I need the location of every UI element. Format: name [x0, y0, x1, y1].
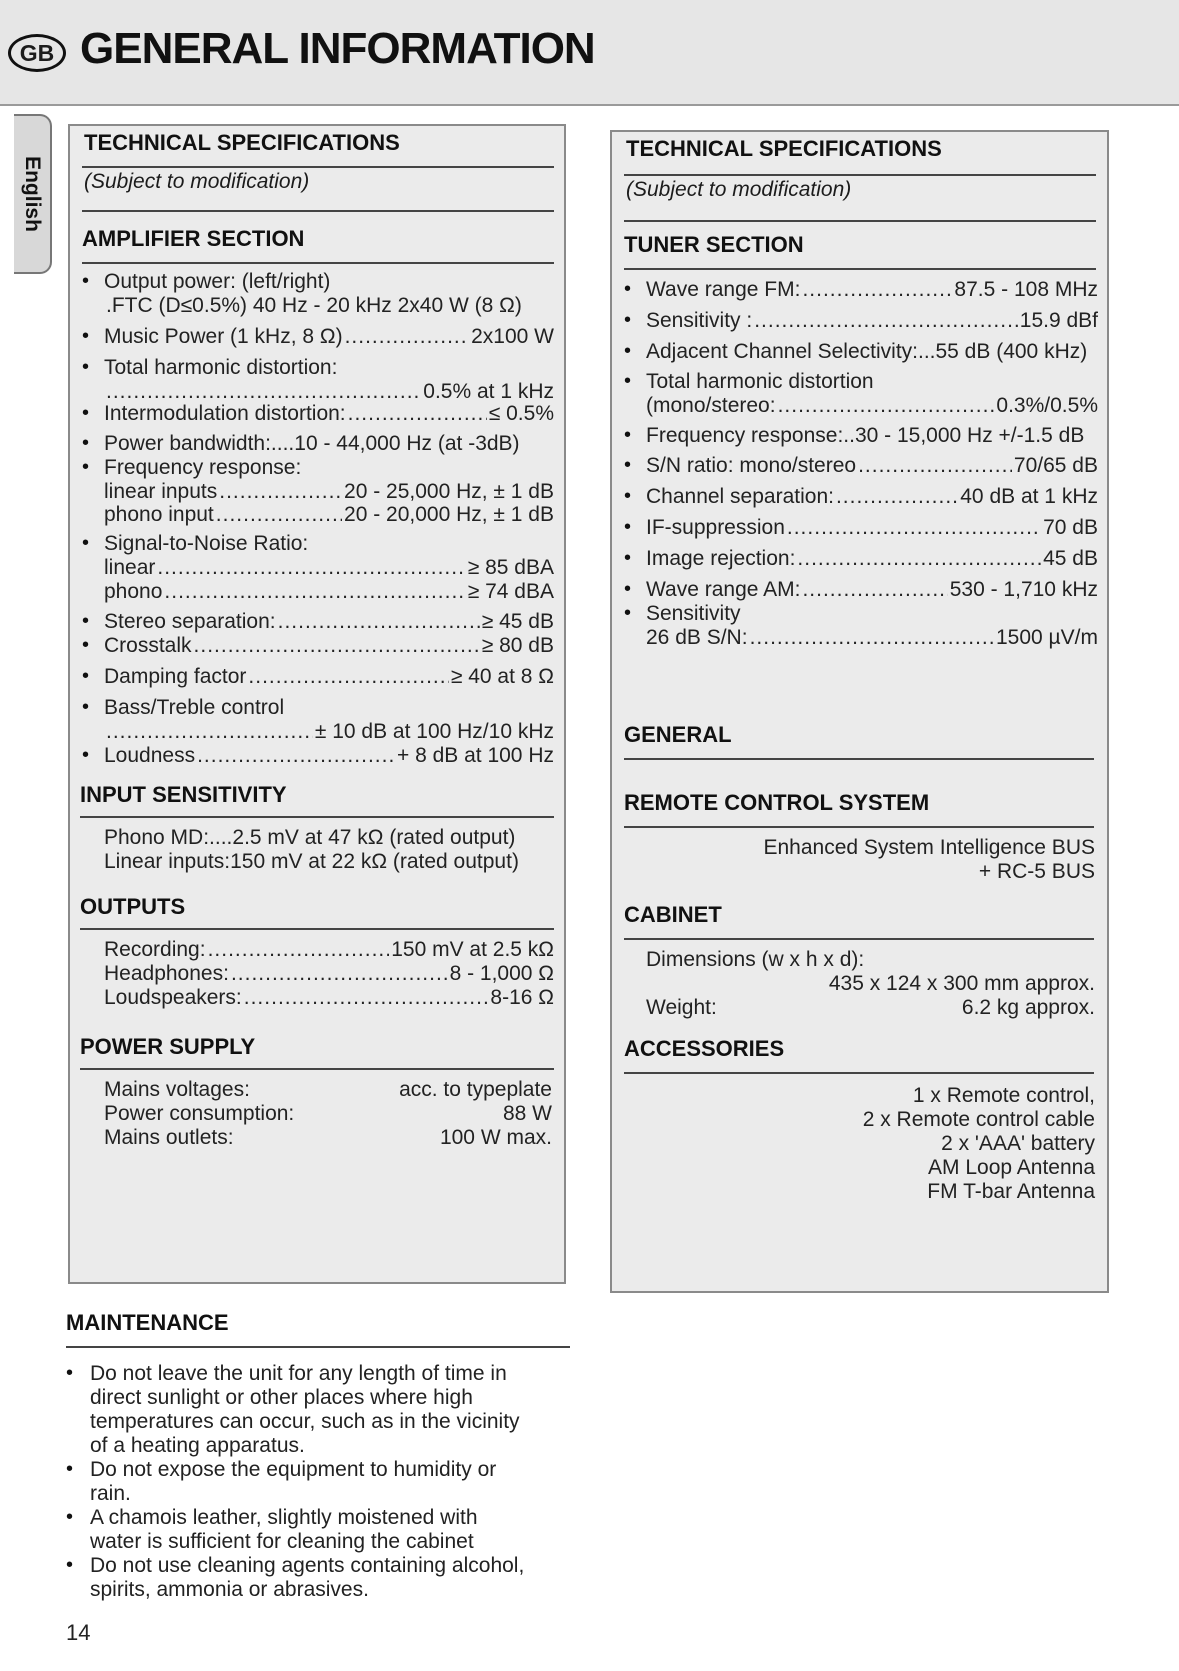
accessory-item: 2 x Remote control cable [862, 1108, 1095, 1131]
am-sensitivity-row [646, 626, 1098, 650]
snr-linear-label: linear [104, 556, 156, 579]
damping-value: ≥ 40 at 8 Ω [450, 665, 554, 688]
snr-linear-value: ≥ 85 dBA [467, 556, 554, 579]
music-power-row [104, 325, 554, 349]
left-spec-panel [68, 124, 566, 1284]
bullet-icon: • [82, 744, 90, 766]
freq-linear-row [104, 480, 554, 504]
sn-ratio-row [646, 454, 1098, 478]
divider [82, 166, 554, 168]
am-sn-label: 26 dB S/N: [646, 626, 748, 649]
maintenance-line: temperatures can occur, such as in the vicinity [90, 1410, 520, 1433]
fm-sensitivity-label: Sensitivity : [646, 309, 753, 332]
remote-control-title: REMOTE CONTROL SYSTEM [624, 790, 930, 815]
thd-row [104, 380, 554, 404]
accessory-item: 1 x Remote control, [912, 1084, 1095, 1107]
bass-treble-value: ± 10 dB at 100 Hz/10 kHz [314, 720, 554, 743]
divider [624, 938, 1094, 940]
left-panel-subtitle: (Subject to modification) [84, 170, 310, 193]
loudspeakers-value: 8-16 Ω [490, 986, 554, 1009]
weight-label: Weight: [646, 996, 717, 1019]
stereo-value: ≥ 45 dB [481, 610, 554, 633]
weight-value: 6.2 kg approx. [961, 996, 1095, 1019]
bass-treble-row [104, 720, 554, 744]
bullet-icon: • [82, 696, 90, 718]
dimensions-value: 435 x 124 x 300 mm approx. [828, 972, 1095, 995]
crosstalk-value: ≥ 80 dB [481, 634, 554, 657]
bullet-icon: • [624, 370, 632, 392]
image-rejection-row [646, 547, 1098, 571]
bullet-icon: • [66, 1458, 74, 1480]
stereo-row [104, 610, 554, 634]
divider [80, 928, 554, 930]
accessory-item: 2 x 'AAA' battery [941, 1132, 1095, 1155]
divider [624, 220, 1096, 222]
maintenance-line: of a heating apparatus. [90, 1434, 305, 1457]
mains-voltages-label: Mains voltages: [104, 1078, 250, 1101]
tuner-thd-row [646, 394, 1098, 418]
maintenance-line: direct sunlight or other places where high [90, 1386, 473, 1409]
freq-phono-label: phono input [104, 503, 214, 526]
general-title: GENERAL [624, 722, 732, 747]
divider [80, 816, 554, 818]
power-supply-title: POWER SUPPLY [80, 1034, 256, 1059]
bullet-icon: • [82, 432, 90, 454]
bullet-icon: • [82, 402, 90, 424]
fm-range-value: 87.5 - 108 MHz [954, 278, 1098, 301]
amplifier-section-title: AMPLIFIER SECTION [82, 226, 305, 251]
freq-linear-value: 20 - 25,000 Hz, ± 1 dB [344, 480, 554, 503]
if-suppression-label: IF-suppression [646, 516, 785, 539]
am-sensitivity-value: 1500 µV/m [996, 626, 1098, 649]
bullet-icon: • [66, 1554, 74, 1576]
loudness-label: Loudness [104, 744, 196, 767]
bullet-icon: • [624, 485, 632, 507]
maintenance-line: A chamois leather, slightly moistened with [90, 1506, 478, 1529]
bullet-icon: • [624, 602, 632, 624]
sn-ratio-value: 70/65 dB [1013, 454, 1098, 477]
divider [624, 826, 1094, 828]
fm-range-row [646, 278, 1098, 302]
if-suppression-row [646, 516, 1098, 540]
fm-sensitivity-value: 15.9 dBf [1019, 309, 1098, 332]
thd-value: 0.5% at 1 kHz [423, 380, 554, 403]
sn-ratio-label: S/N ratio: mono/stereo [646, 454, 857, 477]
bullet-icon: • [624, 547, 632, 569]
bullet-icon: • [624, 454, 632, 476]
bullet-icon: • [82, 634, 90, 656]
maintenance-line: water is sufficient for cleaning the cabinet [90, 1530, 474, 1553]
fm-sensitivity-row [646, 309, 1098, 333]
bullet-icon: • [624, 340, 632, 362]
divider [624, 268, 1096, 270]
linear-inputs-sensitivity: Linear inputs:150 mV at 22 kΩ (rated output) [104, 850, 519, 873]
bullet-icon: • [82, 532, 90, 554]
language-tab-label: English [21, 156, 44, 232]
tuner-section-title: TUNER SECTION [624, 232, 804, 257]
maintenance-line: rain. [90, 1482, 131, 1505]
am-range-value: 530 - 1,710 kHz [949, 578, 1098, 601]
snr-linear-row [104, 556, 554, 580]
channel-separation-value: 40 dB at 1 kHz [960, 485, 1098, 508]
bullet-icon: • [624, 309, 632, 331]
imd-row [104, 402, 554, 426]
tuner-freq-response: Frequency response:..30 - 15,000 Hz +/-1.5 dB [646, 424, 1085, 447]
bullet-icon: • [82, 610, 90, 632]
divider [80, 1068, 554, 1070]
freq-phono-row [104, 503, 554, 527]
cabinet-title: CABINET [624, 902, 722, 927]
bullet-icon: • [82, 456, 90, 478]
freq-response-label: Frequency response: [104, 456, 302, 479]
divider [624, 174, 1096, 176]
mains-voltages-value: acc. to typeplate [399, 1078, 552, 1101]
maintenance-line: spirits, ammonia or abrasives. [90, 1578, 369, 1601]
thd-label: Total harmonic distortion: [104, 356, 338, 379]
divider [82, 262, 554, 264]
bullet-icon: • [624, 578, 632, 600]
language-side-tab [14, 114, 52, 274]
loudspeakers-label: Loudspeakers: [104, 986, 242, 1009]
image-rejection-value: 45 dB [1043, 547, 1098, 570]
maintenance-title: MAINTENANCE [66, 1310, 229, 1335]
right-spec-panel [610, 130, 1109, 1293]
am-range-label: Wave range AM: [646, 578, 801, 601]
accessory-item: FM T-bar Antenna [927, 1180, 1095, 1203]
output-power-label: Output power: (left/right) [104, 270, 331, 293]
remote-bus-line-1: Enhanced System Intelligence BUS [763, 836, 1095, 859]
bullet-icon: • [624, 516, 632, 538]
crosstalk-label: Crosstalk [104, 634, 192, 657]
power-consumption-label: Power consumption: [104, 1102, 295, 1125]
bullet-icon: • [82, 356, 90, 378]
tuner-thd-label: Total harmonic distortion [646, 370, 874, 393]
snr-phono-label: phono [104, 580, 163, 603]
music-power-label: Music Power (1 kHz, 8 Ω) [104, 325, 343, 348]
channel-separation-row [646, 485, 1098, 509]
image-rejection-label: Image rejection: [646, 547, 796, 570]
left-panel-heading: TECHNICAL SPECIFICATIONS [84, 130, 400, 155]
power-consumption-value: 88 W [502, 1102, 552, 1125]
bullet-icon: • [624, 424, 632, 446]
bullet-icon: • [82, 325, 90, 347]
am-sensitivity-label: Sensitivity [646, 602, 741, 625]
stereo-label: Stereo separation: [104, 610, 276, 633]
snr-label: Signal-to-Noise Ratio: [104, 532, 309, 555]
right-panel-heading: TECHNICAL SPECIFICATIONS [626, 136, 942, 161]
maintenance-line: Do not use cleaning agents containing alcohol, [90, 1554, 525, 1577]
damping-row [104, 665, 554, 689]
maintenance-line: Do not leave the unit for any length of time in [90, 1362, 507, 1385]
recording-label: Recording: [104, 938, 206, 961]
freq-phono-value: 20 - 20,000 Hz, ± 1 dB [344, 503, 554, 526]
freq-linear-label: linear inputs [104, 480, 218, 503]
bullet-icon: • [66, 1506, 74, 1528]
loudness-row [104, 744, 554, 768]
divider [66, 1346, 570, 1348]
imd-label: Intermodulation distortion: [104, 402, 346, 425]
ftc-line: .FTC (D≤0.5%) 40 Hz - 20 kHz 2x40 W (8 Ω) [106, 294, 522, 317]
crosstalk-row [104, 634, 554, 658]
accessory-item: AM Loop Antenna [928, 1156, 1095, 1179]
dimensions-label: Dimensions (w x h x d): [646, 948, 865, 971]
input-sensitivity-title: INPUT SENSITIVITY [80, 782, 287, 807]
divider [624, 1072, 1094, 1074]
fm-range-label: Wave range FM: [646, 278, 801, 301]
page-title: GENERAL INFORMATION [80, 24, 595, 73]
phono-md-sensitivity: Phono MD:....2.5 mV at 47 kΩ (rated output) [104, 826, 516, 849]
mains-outlets-label: Mains outlets: [104, 1126, 234, 1149]
if-suppression-value: 70 dB [1043, 516, 1098, 539]
headphones-label: Headphones: [104, 962, 229, 985]
bass-treble-label: Bass/Treble control [104, 696, 285, 719]
imd-value: ≤ 0.5% [488, 402, 554, 425]
bullet-icon: • [82, 270, 90, 292]
recording-row [104, 938, 554, 962]
bullet-icon: • [66, 1362, 74, 1384]
page-header [0, 0, 1179, 106]
gb-language-badge: GB [8, 34, 66, 72]
adjacent-selectivity: Adjacent Channel Selectivity:...55 dB (400 kHz) [646, 340, 1088, 363]
divider [82, 210, 554, 212]
recording-value: 150 mV at 2.5 kΩ [391, 938, 554, 961]
mains-outlets-value: 100 W max. [439, 1126, 552, 1149]
headphones-value: 8 - 1,000 Ω [449, 962, 554, 985]
headphones-row [104, 962, 554, 986]
right-panel-subtitle: (Subject to modification) [626, 178, 852, 201]
snr-phono-value: ≥ 74 dBA [467, 580, 554, 603]
tuner-thd-value: 0.3%/0.5% [996, 394, 1098, 417]
bullet-icon: • [624, 278, 632, 300]
loudness-value: + 8 dB at 100 Hz [396, 744, 554, 767]
tuner-thd-mono-stereo: (mono/stereo: [646, 394, 776, 417]
damping-label: Damping factor [104, 665, 247, 688]
maintenance-line: Do not expose the equipment to humidity or [90, 1458, 497, 1481]
am-range-row [646, 578, 1098, 602]
channel-separation-label: Channel separation: [646, 485, 834, 508]
music-power-value: 2x100 W [471, 325, 554, 348]
divider [624, 758, 1094, 760]
page-number: 14 [66, 1620, 91, 1645]
outputs-title: OUTPUTS [80, 894, 186, 919]
snr-phono-row [104, 580, 554, 604]
accessories-title: ACCESSORIES [624, 1036, 785, 1061]
power-bandwidth: Power bandwidth:....10 - 44,000 Hz (at -3dB) [104, 432, 520, 455]
remote-bus-line-2: + RC-5 BUS [978, 860, 1095, 883]
loudspeakers-row [104, 986, 554, 1010]
bullet-icon: • [82, 665, 90, 687]
